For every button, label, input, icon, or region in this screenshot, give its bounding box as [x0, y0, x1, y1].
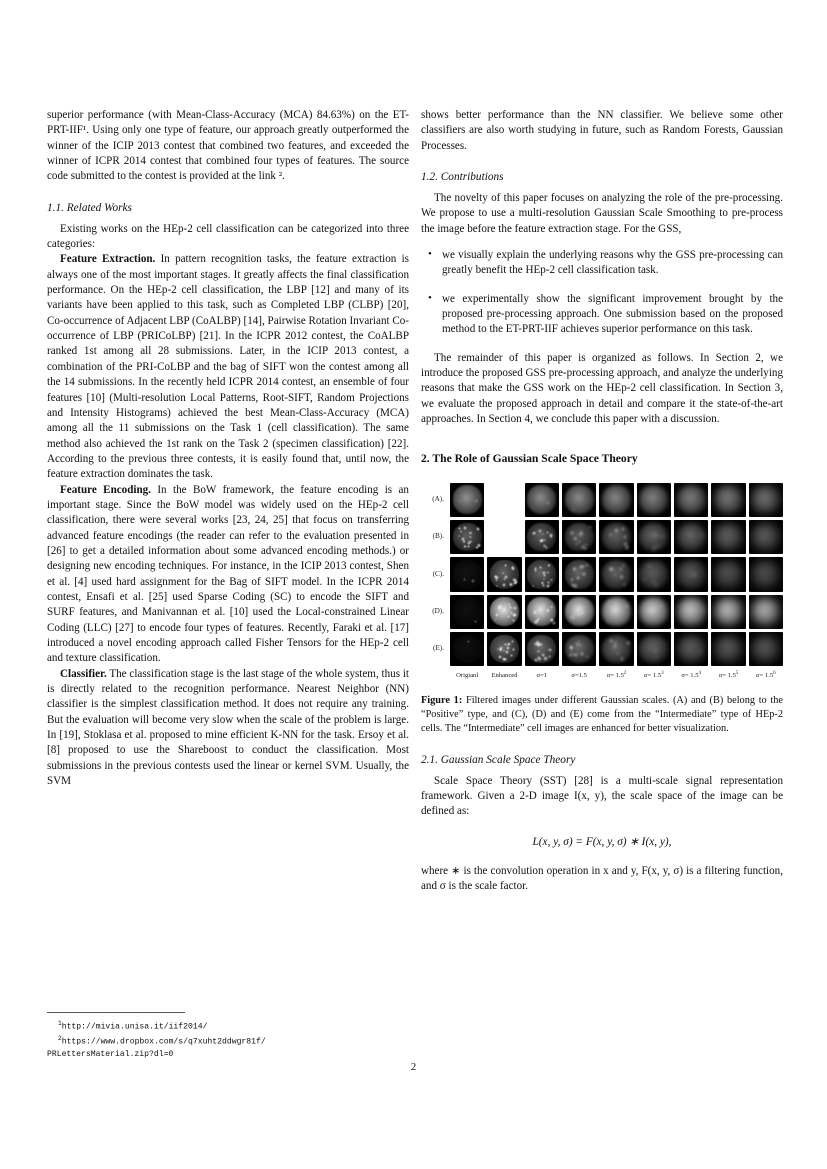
cell-image: [599, 595, 633, 629]
cell-image: [487, 557, 521, 591]
two-column-body: [47, 108, 783, 894]
cell-image: [637, 632, 671, 666]
figure-row-label: (A).: [432, 495, 444, 504]
paragraph-classifier: [47, 667, 409, 790]
cell-image: [450, 595, 484, 629]
cell-image: [450, 557, 484, 591]
cell-image: [562, 595, 596, 629]
cell-image-empty: [487, 520, 521, 554]
left-column: [47, 108, 409, 789]
footnotes-block: [47, 1012, 409, 1060]
heading-section-1-2: 1.2. Contributions: [421, 171, 504, 184]
cell-image: [637, 483, 671, 517]
cell-image: [487, 595, 521, 629]
figure-1-image-grid: [421, 483, 783, 681]
paragraph-related-works-intro: Existing works on the HEp-2 cell classification can be categorized into three categories:: [47, 222, 409, 251]
footnote-1-marker: 1: [58, 1020, 62, 1027]
figure-column-label: $\sigma= 1.5^6$: [756, 671, 776, 680]
contributions-list: [421, 248, 783, 338]
cell-image: [749, 483, 783, 517]
footnote-separator-rule: [47, 1012, 185, 1013]
cell-image: [562, 483, 596, 517]
footnote-2-marker: 2: [58, 1035, 62, 1043]
paragraph-scale-space-theory: Scale Space Theory (SST) [28] is a multi-scale signal representation framework. Given a 2-D image I(x, y), the scale space of the image can be defined as:: [421, 774, 783, 818]
figure-1-caption: [421, 694, 783, 737]
cell-image: [674, 595, 708, 629]
cell-image: [599, 632, 633, 666]
footnote-1: [58, 1018, 409, 1033]
figure-row-label: (E).: [433, 644, 444, 653]
footnote-2-continued[interactable]: PRLettersMaterial.zip?dl=0: [47, 1049, 174, 1059]
paragraph-remainder-organization: The remainder of this paper is organized as follows. In Section 2, we introduce the proposed GSS pre-processing approach, and analyze the underlying reasons that make the GSS work on the HEp-2 cell classification. In Section 3, we evaluate the proposed approach in detail and compare it the state-of-the-art approaches. In Section 4, we conclude this paper with a discussion.: [421, 351, 783, 426]
cell-image: [749, 520, 783, 554]
cell-image: [599, 557, 633, 591]
figure-column-label: $\sigma= 1.5^3$: [644, 671, 664, 680]
cell-image: [711, 632, 745, 666]
figure-column-label: σ=1.5: [571, 671, 587, 679]
cell-image: [711, 557, 745, 591]
cell-image: [674, 632, 708, 666]
cell-image: [525, 632, 559, 666]
figure-column-label: σ=1: [536, 671, 548, 679]
paragraph-feature-encoding: [47, 483, 409, 667]
cell-image: [599, 483, 633, 517]
heading-section-2: 2. The Role of Gaussian Scale Space Theory: [421, 451, 638, 465]
cell-image: [525, 595, 559, 629]
paragraph-continued-superior-performance: superior performance (with Mean-Class-Accuracy (MCA) 84.63%) on the ET-PRT-IIF¹. Using only one type of feature, our approach greatly outperformed the winner of the ICIP 2013 contest that combined two features, and exceeded the winner of ICPR 2014 contest that combined four types of features. The source code submitted to the contest is provided at the link ².: [47, 109, 409, 183]
cell-image: [525, 520, 559, 554]
cell-image: [599, 520, 633, 554]
run-in-heading-feature-extraction: Feature Extraction.: [60, 253, 156, 266]
page-number: 2: [410, 1062, 417, 1073]
figure-column-label: $\sigma= 1.5^4$: [681, 671, 701, 680]
paragraph-contributions: The novelty of this paper focuses on analyzing the role of the pre-processing. We propose to use a multi-resolution Gaussian Scale Smoothing to pre-process the image before the feature extraction stage. For the GSS,: [421, 192, 783, 235]
footnote-2-url[interactable]: https://www.dropbox.com/s/q7xuht2ddwgr81f/: [61, 1037, 266, 1047]
heading-section-2-1: 2.1. Gaussian Scale Space Theory: [421, 753, 576, 766]
cell-image: [674, 557, 708, 591]
figure-1: [421, 483, 783, 737]
paragraph-where-convolution: where ∗ is the convolution operation in x and y, F(x, y, σ) is a filtering function, and σ is the scale factor.: [421, 864, 783, 892]
paragraph-classifier-text: The classification stage is the last stage of the whole system, thus it is directly related to the recognition performance. Nearest Neighbor (NN) classifier is the simplest classification method. It does not require any training. But the evaluation will become very slow when the scale of the problem is large. In [19], Stoklasa et al. proposed to mine efficient K-NN for the task. Ersoy et al. [8] proposed to use the Shareboost to conduct the classification. Most submissions in the previous contests used the linear or kernel SVM. Usually, the SVM: [47, 667, 409, 788]
cell-image: [562, 557, 596, 591]
list-item: • we experimentally show the significant improvement brought by the proposed pre-processing approach. One submission based on the proposed method to the ET-PRT-IIF achieves superior performance on this task.: [440, 292, 783, 338]
run-in-heading-feature-encoding: Feature Encoding.: [60, 483, 151, 496]
cell-image: [637, 557, 671, 591]
equation-scale-space: L(x, y, σ) = F(x, y, σ) ∗ I(x, y),: [532, 835, 672, 848]
cell-image: [749, 632, 783, 666]
cell-image: [487, 632, 521, 666]
run-in-heading-classifier: Classifier.: [60, 667, 107, 680]
figure-column-label: $\sigma= 1.5^5$: [718, 671, 739, 680]
figure-1-caption-label: Figure 1:: [421, 695, 463, 706]
list-item: • we visually explain the underlying reasons why the GSS pre-processing can greatly benefit the HEp-2 cell classification task.: [440, 248, 783, 279]
cell-image: [674, 483, 708, 517]
right-column: [421, 108, 783, 894]
cell-image: [674, 520, 708, 554]
paragraph-feature-encoding-text: In the BoW framework, the feature encoding is an important stage. Since the BoW model was widely used on the HEp-2 cell classification, there were several works [23, 24, 25] that focus on transferring advanced feature encodings (the reader can refer to the evaluation presented in [26] to get a detailed information about some advanced encoding methods.) or designing new encoding techniques. For instance, in the ICIP 2013 contest, Shen et al. [4] used hard assignment for the Bag of SIFT model. In the ICPR 2014 contest, Ensafi et al. [25] used Sparse Coding (SC) to encode the SIFT and SURF features, and Manivannan et al. [10] used the Local-constrained Linear Coding (LLC) [27] to encode four types of features. Recently, Faraki et al. [17] introduced a novel encoding approach called Fisher Tensors for the HEp-2 cell and texture classification.: [47, 483, 409, 665]
cell-image: [450, 483, 484, 517]
cell-image: [562, 632, 596, 666]
cell-image: [711, 483, 745, 517]
figure-row-label: (D).: [432, 607, 444, 616]
cell-image: [525, 557, 559, 591]
cell-image: [450, 632, 484, 666]
cell-image: [749, 595, 783, 629]
figure-column-label: Enhanced: [491, 671, 518, 679]
figure-column-label: $\sigma= 1.5^2$: [606, 671, 627, 680]
figure-1-caption-text: Filtered images under different Gaussian scales. (A) and (B) belong to the “Positive” type, and (C), (D) and (E) come from the “Intermediate” type of HEp-2 cells. The “Intermediate” cell images are enhanced for better visualization.: [421, 695, 783, 735]
figure-row-label: (B).: [432, 532, 444, 541]
cell-image: [637, 595, 671, 629]
paragraph-continued-shows-better: shows better performance than the NN classifier. We believe some other classifiers are also worth studying in future, such as Random Forests, Gaussian Processes.: [421, 109, 783, 152]
footnote-2: [58, 1033, 409, 1048]
cell-image-empty: [487, 483, 521, 517]
cell-image: [711, 595, 745, 629]
figure-column-label: Origianl: [456, 671, 479, 679]
cell-image: [562, 520, 596, 554]
cell-image: [450, 520, 484, 554]
figure-row-label: (C).: [432, 569, 444, 578]
cell-image: [749, 557, 783, 591]
cell-image: [637, 520, 671, 554]
paragraph-feature-extraction-text: In pattern recognition tasks, the feature extraction is always one of the most important stages. It greatly affects the final classification performance. On the HEp-2 cell classification, the LBP [12] and many of its variants have been applied to this task, such as Completed LBP (CLBP) [20], Co-occurrence of Adjacent LBP (CoALBP) [14], Pairwise Rotation Invariant Co-occurrence of LBP (PRICoLBP) [21]. In the ICPR 2012 contest, the CoALBP ranked 1st among all 28 submissions. Later, in the ICIP 2013 contest, a combination of the PRI-CoLBP and the bag of SIFT won the contest among all the 14 submissions. In the recently held ICPR 2014 contest, an ensemble of four features [10] (Multi-resolution Local Patterns, Root-SIFT, Random Projections and Intensity Histograms) achieved the best Mean-Class-Accuracy (MCA) among all the 11 submissions on the Task 1 (cell classification). The same method also achieved the 1st rank on the Task 2 (specimen classification) [22]. According to the previous three contests, it is easily found that, until now, the feature extraction dominates the task.: [47, 253, 409, 481]
heading-section-1-1: 1.1. Related Works: [47, 201, 132, 214]
cell-image: [525, 483, 559, 517]
footnote-1-url[interactable]: http://mivia.unisa.it/iif2014/: [61, 1022, 208, 1032]
cell-image: [711, 520, 745, 554]
paragraph-feature-extraction: [47, 252, 409, 482]
